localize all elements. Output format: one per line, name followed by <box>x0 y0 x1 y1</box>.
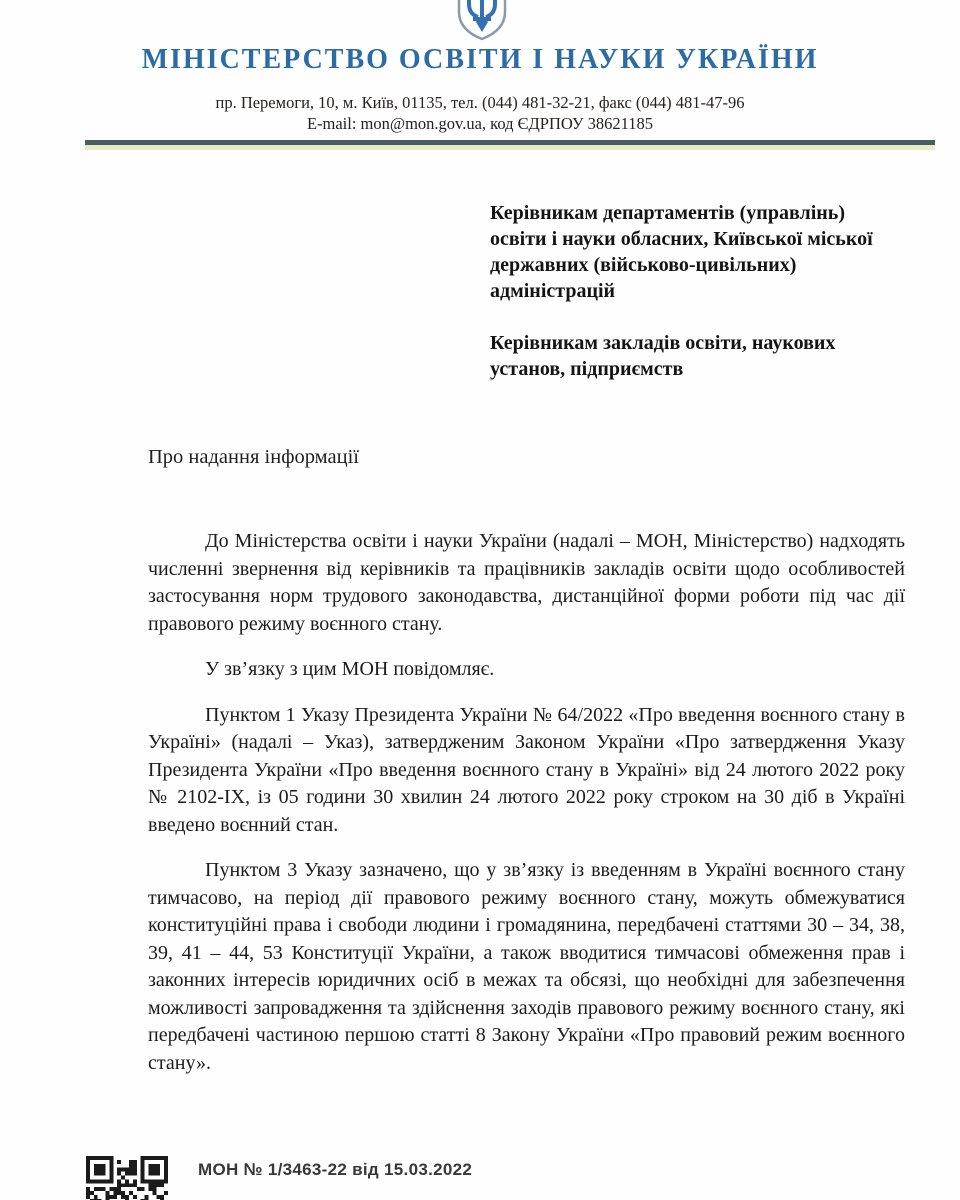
letterhead-divider <box>85 140 935 150</box>
letterhead-address <box>0 92 960 134</box>
qr-code <box>86 1156 168 1200</box>
recipient-2: Керівникам закладів освіти, наукових установ, підприємств <box>490 332 836 380</box>
ministry-title: МІНІСТЕРСТВО ОСВІТИ І НАУКИ УКРАЇНИ <box>141 44 819 75</box>
recipients-block <box>490 200 902 408</box>
address-line-1: пр. Перемоги, 10, м. Київ, 01135, тел. (044) 481-32-21, факс (044) 481-47-96 <box>215 93 745 112</box>
ukraine-trident-emblem-icon <box>452 0 512 42</box>
address-line-2: E-mail: mon@mon.gov.ua, код ЄДРПОУ 38621185 <box>306 114 654 133</box>
body-paragraph-2: У зв’язку з цим МОН повідомляє. <box>205 658 495 680</box>
letter-body <box>148 528 905 1095</box>
body-paragraph-1: До Міністерства освіти і науки України (надалі – МОН, Міністерство) надходять численні звернення від керівників та працівників закладів освіти щодо особливостей застосування норм трудового законодавства, дистанційної форми роботи під час дії правового режиму воєнного стану. <box>148 530 905 635</box>
recipient-1: Керівникам департаментів (управлінь) освіти і науки обласних, Київської міської державних (військово-цивільних) адміністрацій <box>490 202 873 302</box>
body-paragraph-4: Пунктом 3 Указу зазначено, що у зв’язку із введенням в Україні воєнного стану тимчасово, на період дії правового режиму воєнного стану, можуть обмежуватися конституційні права і свободи людини і громадянина, передбачені статтями 30 – 34, 38, 39, 41 – 44, 53 Конституції України, а також вводитися тимчасові обмеження прав і законних інтересів юридичних осіб в межах та обсязі, що необхідні для забезпечення можливості запровадження та здійснення заходів правового режиму воєнного стану, які передбачені частиною першою статті 8 Закону України «Про правовий режим воєнного стану». <box>148 859 905 1074</box>
body-paragraph-3: Пунктом 1 Указу Президента України № 64/2022 «Про введення воєнного стану в Україні» (надалі – Указ), затвердженим Законом України «Про затвердження Указу Президента України «Про введення воєнного стану в Україні» від 24 лютого 2022 року № 2102-IX, із 05 години 30 хвилин 24 лютого 2022 року строком на 30 діб в Україні введено воєнний стан. <box>148 703 905 836</box>
divider-yellow-line <box>85 145 935 150</box>
subject-line: Про надання інформації <box>148 446 359 468</box>
document-reference: МОН № 1/3463-22 від 15.03.2022 <box>198 1160 473 1179</box>
